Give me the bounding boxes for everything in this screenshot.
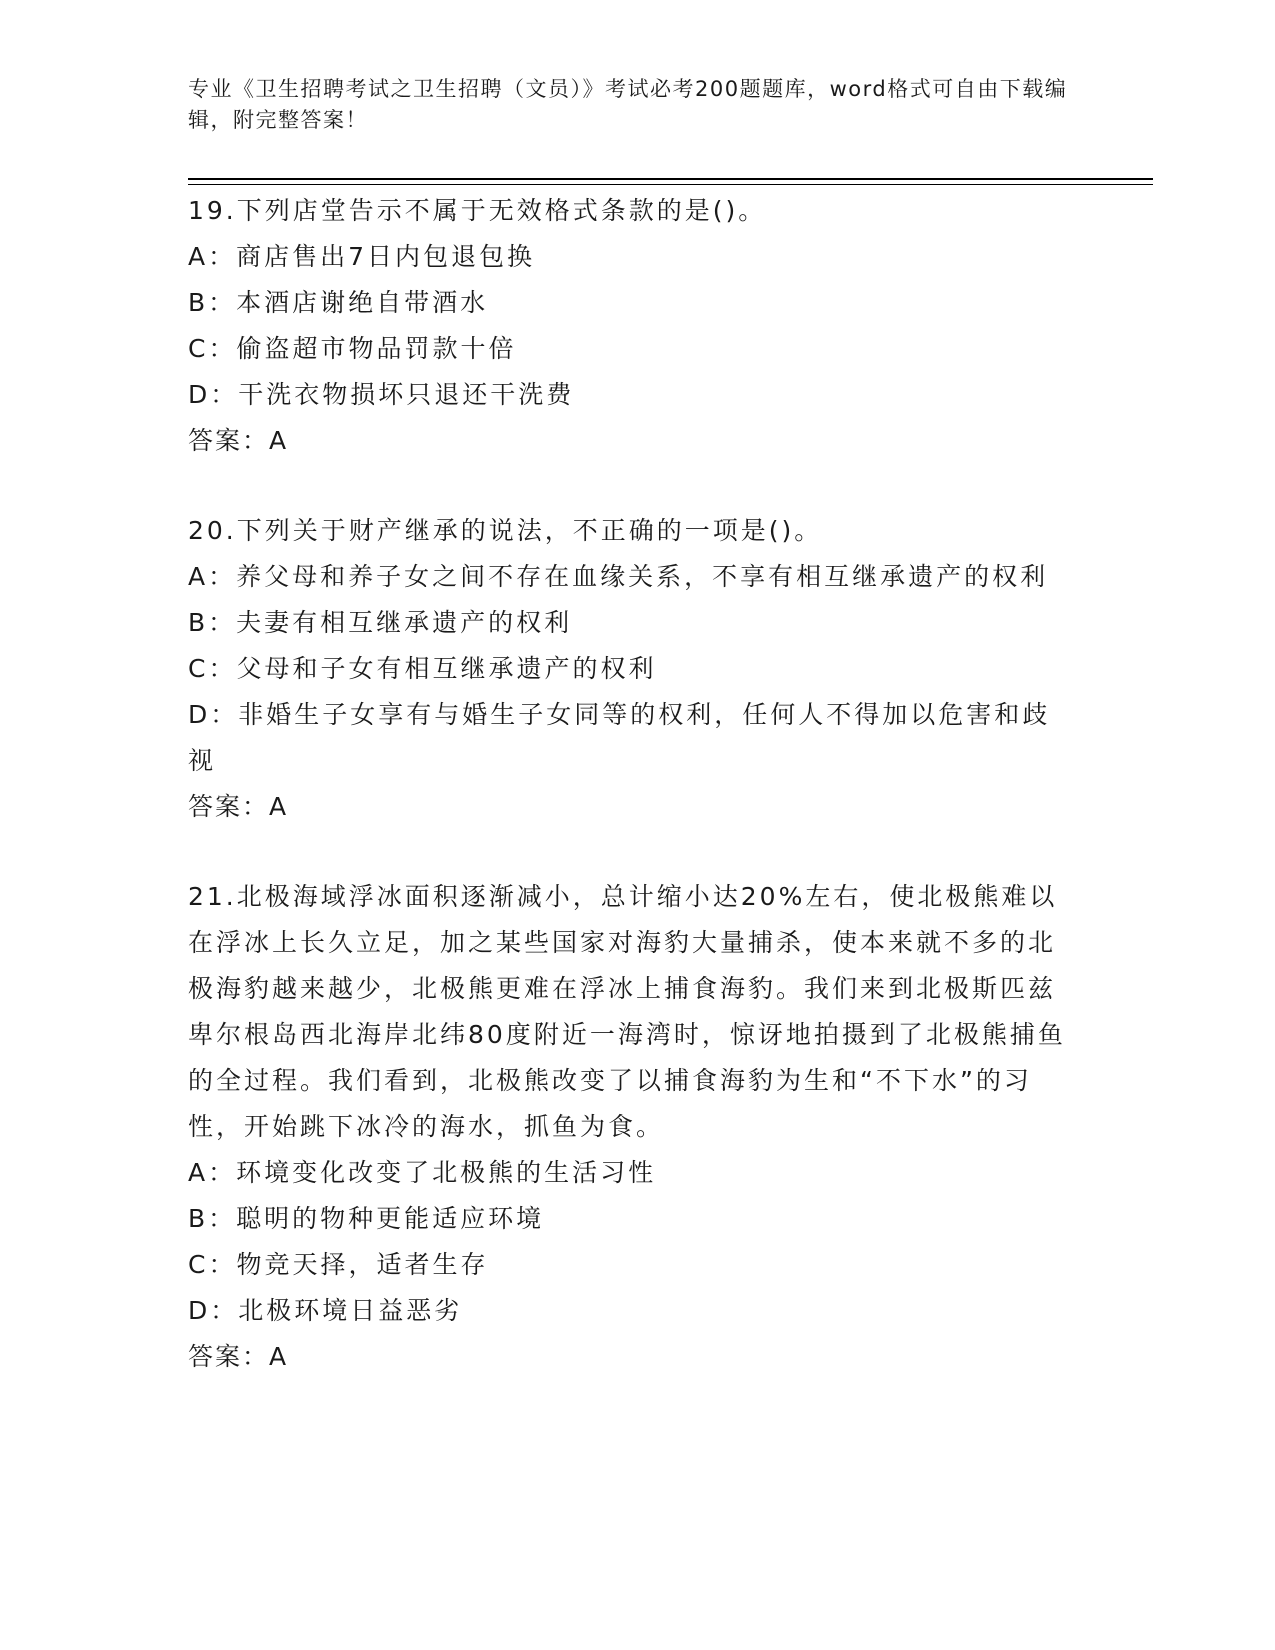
option-c: C：父母和子女有相互继承遗产的权利 [188,654,657,683]
option-c: C：物竞天择，适者生存 [188,1250,489,1279]
option-b: B：本酒店谢绝自带酒水 [188,288,489,317]
option-a: A：养父母和养子女之间不存在血缘关系，不享有相互继承遗产的权利 [188,562,1049,591]
option-d: D：北极环境日益恶劣 [188,1296,463,1325]
answer: 答案：A [188,426,289,455]
option-c: C：偷盗超市物品罚款十倍 [188,334,517,363]
option-d: D：干洗衣物损坏只退还干洗费 [188,380,575,409]
question-list [188,188,1078,1380]
question-stem: 21.北极海域浮冰面积逐渐减小，总计缩小达20%左右，使北极熊难以在浮冰上长久立足，加之某些国家对海豹大量捕杀，使本来就不多的北极海豹越来越少，北极熊更难在浮冰上捕食海豹。我们来到北极斯匹兹卑尔根岛西北海岸北纬80度附近一海湾时，惊讶地拍摄到了北极熊捕鱼的全过程。我们看到，北极熊改变了以捕食海豹为生和“不下水”的习性，开始跳下冰冷的海水，抓鱼为食。 [188,882,1066,1141]
document-header: 专业《卫生招聘考试之卫生招聘（文员）》考试必考200题题库，word格式可自由下载编辑，附完整答案！ [188,77,1068,132]
answer: 答案：A [188,792,289,821]
option-a: A：商店售出7日内包退包换 [188,242,536,271]
question-spacer [188,464,1078,508]
option-a: A：环境变化改变了北极熊的生活习性 [188,1158,657,1187]
header-divider [188,178,1153,185]
option-b: B：夫妻有相互继承遗产的权利 [188,608,573,637]
option-b: B：聪明的物种更能适应环境 [188,1204,545,1233]
question-spacer [188,830,1078,874]
question-stem: 20.下列关于财产继承的说法，不正确的一项是()。 [188,516,823,545]
question-20 [188,508,1078,830]
option-d: D：非婚生子女享有与婚生子女同等的权利，任何人不得加以危害和歧视 [188,700,1051,775]
question-stem: 19.下列店堂告示不属于无效格式条款的是()。 [188,196,767,225]
answer: 答案：A [188,1342,289,1371]
question-21 [188,874,1078,1380]
question-19 [188,188,1078,464]
